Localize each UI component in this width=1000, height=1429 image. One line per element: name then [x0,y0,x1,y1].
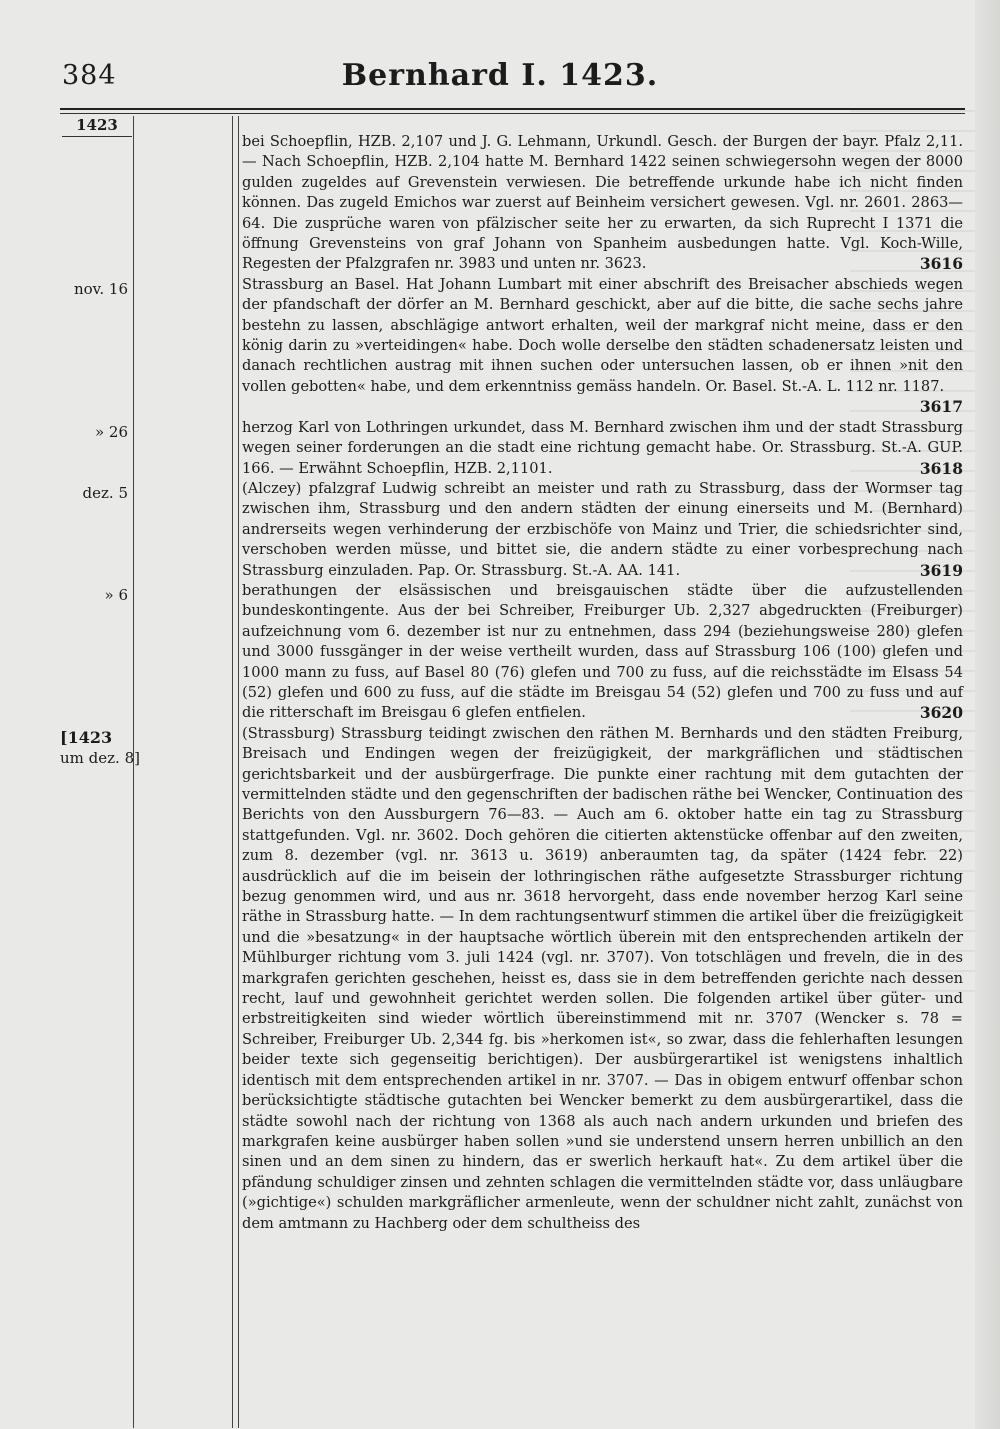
entry-body: berathungen der elsässischen und breisgauischen städte über die aufzustellenden bundeskontingente. Aus der bei Schreiber, Freiburger Ub. 2,327 abgedruckten (Freiburger) aufzeichnung vom 6. dezember ist nur zu entnehmen, dass 294 (beziehungsweise 280) glefen und 3000 fussgänger in der weise vertheilt wurden, dass auf Strassburg 106 (100) glefen und 1000 mann zu fuss, auf Basel 80 (76) glefen und 700 zu fuss, auf die reichsstädte im Elsass 54 (52) glefen und 600 zu fuss, auf die städte im Breisgau 54 (52) glefen und 700 zu fuss und auf die ritterschaft im Breisgau 6 glefen entfielen. [242,581,963,722]
regest-entry [60,581,965,724]
entry-number: 3619 [919,560,963,580]
entry-date-line: » 26 [94,422,128,441]
entry-date-line: » 6 [104,585,128,604]
entry-date-line: dez. 5 [82,483,128,502]
header-rule [60,108,965,110]
entry-date-line: nov. 16 [73,279,128,298]
entry-body: (Alczey) pfalzgraf Ludwig schreibt an meister und rath zu Strassburg, dass der Wormser tag zwischen ihm, Strassburg und den andern städten der einung einerseits und M. (Bernhard) andrerseits wegen verhinderung der erzbischöfe von Mainz und Trier, die schiedsrichter sind, verschoben werden müsse, und bittet sie, die andern städte zu einer vorbesprechung nach Strassburg einzuladen. Pap. Or. Strassburg. St.-A. AA. 141. [242,479,963,579]
regest-entries [60,128,965,1234]
regest-entry [60,275,965,418]
entry-date [60,479,158,581]
regest-entry [60,418,965,479]
regest-entry [60,724,965,1234]
entry-text [242,275,963,418]
entry-date [60,724,158,1234]
entry-text [242,724,963,1234]
regest-entry [60,479,965,581]
entry-number: 3620 [919,703,963,723]
entry-body: bei Schoepflin, HZB. 2,107 und J. G. Lehmann, Urkundl. Gesch. der Burgen der bayr. Pfalz 2,11. — Nach Schoepflin, HZB. 2,104 hatte M. Bernhard 1422 seinen schwiegersohn wegen der 8000 gulden zugeldes auf Grevenstein verwiesen. Die betreffende urkunde habe ich nicht finden können. Das zugeld Emichos war zuerst auf Beinheim versichert gewesen. Vgl. nr. 2601. 2863—64. Die zusprüche waren von pfälzischer seite her zu erwarten, da sich Ruprecht I 1371 die öffnung Grevensteins von graf Johann von Spanheim ausbedungen hatte. Vgl. Koch-Wille, Regesten der Pfalzgrafen nr. 3983 und unten nr. 3623. [242,133,963,273]
entry-text [242,581,963,724]
entry-date [60,275,158,418]
entry-date-line: um dez. 8] [60,749,140,768]
entry-date [60,132,158,275]
entry-text [242,418,963,479]
regest-entry [60,132,965,275]
entry-date-line: [1423 [60,727,113,747]
entry-date [60,581,158,724]
running-title: Bernhard I. 1423. [341,58,659,93]
year-heading: 1423 [76,116,118,134]
page-number: 384 [62,60,117,91]
entry-body: herzog Karl von Lothringen urkundet, dass M. Bernhard zwischen ihm und der stadt Strassburg wegen seiner forderungen an die stadt eine richtung gemacht habe. Or. Strassburg. St.-A. GUP. 166. — Erwähnt Schoepflin, HZB. 2,1101. [242,418,963,477]
entry-body: Strassburg an Basel. Hat Johann Lumbart mit einer abschrift des Breisacher abschieds wegen der pfandschaft der dörfer an M. Bernhard geschickt, aber auf die bitte, die sache sechs jahre bestehn zu lassen, abschlägige antwort erhalten, weil der markgraf nicht meine, dass er den könig darin zu »verteidingen« habe. Doch wolle derselbe den städten schadenersatz leisten und danach rechtlichen austrag mit ihnen suchen oder untersuchen lassen, ob er ihnen »nit den vollen gebotten« habe, und dem erkenntniss gemäss handeln. Or. Basel. St.-A. L. 112 nr. 1187. [242,275,963,395]
entry-number: 3617 [919,397,963,417]
entry-body: (Strassburg) Strassburg teidingt zwischen den räthen M. Bernhards und den städten Freiburg, Breisach und Endingen wegen der freizügigkeit, der markgräflichen und städtischen gerichtsbarkeit und der ausbürgerfrage. Die punkte einer rachtung mit dem gutachten der vermittelnden städte und den gegenschriften der badischen räthe bei Wencker, Continuation des Berichts von den Aussburgern 76—83. — Auch am 6. oktober hatte ein tag zu Strassburg stattgefunden. Vgl. nr. 3602. Doch gehören die citierten aktenstücke offenbar auf den zweiten, zum 8. dezember (vgl. nr. 3613 u. 3619) anberaumten tag, da später (1424 febr. 22) ausdrücklich auf die im beisein der lothringischen räthe aufgesetzte Strassburger richtung bezug genommen wird, und aus nr. 3618 hervorgeht, dass ende november herzog Karl seine räthe in Strassburg hatte. — In dem rachtungsentwurf stimmen die artikel über die freizügigkeit und die »besatzung« in der hauptsache wörtlich überein mit den entsprechenden artikeln der Mühlburger richtung vom 3. juli 1424 (vgl. nr. 3707). Von totschlägen und freveln, die in des markgrafen gerichten geschehen, heisst es, dass sie in dem betreffenden gerichte nach dessen recht, lauf und gewohnheit gerichtet werden sollen. Die folgenden artikel über güter- und erbstreitigkeiten sind wieder wörtlich übereinstimmend mit nr. 3707 (Wencker s. 78 = Schreiber, Freiburger Ub. 2,344 fg. bis »herkomen ist«, so zwar, dass die fehlerhaften lesungen beider texte sich gegenseitig berichtigen). Der ausbürgerartikel ist wenigstens inhaltlich identisch mit dem entsprechenden artikel in nr. 3707. — Das in obigem entwurf offenbar schon berücksichtigte städtische gutachten bei Wencker bemerkt zu dem ausbürgerartikel, dass die städte sowohl nach der richtung von 1368 als auch nach andern urkunden und briefen des markgrafen keine ausbürger haben sollen »und sie understend unsern herren unbillich an den sinen und an dem sinen zu hindern, das er swerlich herkauft hat«. Zu dem artikel über die pfändung schuldiger zinsen und zehnten schlagen die vermittelnden städte vor, dass unläugbare (»gichtige«) schulden markgräflicher armenleute, wenn der schuldner nicht zahlt, zunächst von dem amtmann zu Hachberg oder dem schultheiss des [242,724,963,1232]
entry-date [60,418,158,479]
entry-text [242,479,963,581]
page-edge [975,0,1000,1429]
header-rule-thin [60,113,965,114]
entry-number: 3618 [919,458,963,478]
entry-text [242,132,963,275]
entry-number: 3616 [919,254,963,274]
